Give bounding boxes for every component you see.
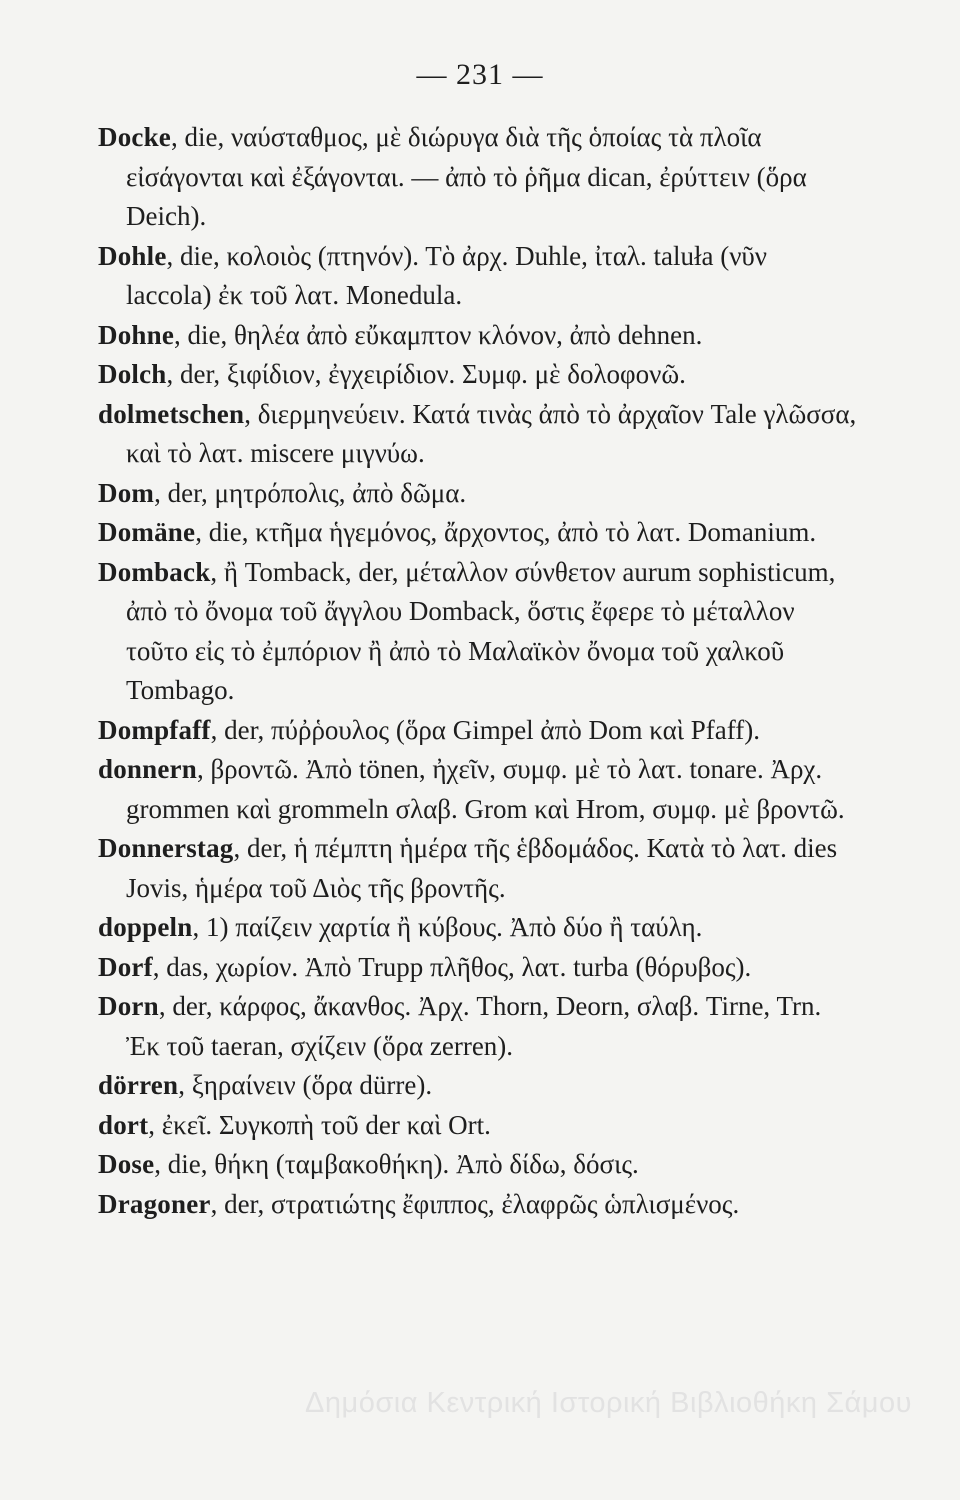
dictionary-entries	[98, 118, 858, 1224]
dictionary-entry	[98, 553, 858, 711]
dictionary-entry	[98, 711, 858, 751]
entry-definition: , der, μητρόπολις, ἀπὸ δῶμα.	[154, 477, 467, 508]
dictionary-entry	[98, 948, 858, 988]
dictionary-entry	[98, 750, 858, 829]
dictionary-entry	[98, 237, 858, 316]
dictionary-entry	[98, 513, 858, 553]
dictionary-entry	[98, 395, 858, 474]
entry-definition: , ἢ Tomback, der, μέταλλον σύνθετον aurum sophisticum, ἀπὸ τὸ ὄνομα τοῦ ἄγγλου Domback, ὅστις ἔφερε τὸ μέταλλον τοῦτο εἰς τὸ ἐμπόριον ἢ ἀπὸ τὸ Μαλαϊκὸν ὄνομα τοῦ χαλκοῦ Tombago.	[126, 556, 836, 705]
dictionary-entry	[98, 316, 858, 356]
dictionary-entry	[98, 355, 858, 395]
entry-headword: doppeln	[98, 912, 193, 942]
entry-headword: Domback	[98, 556, 211, 587]
entry-headword: Dolch	[98, 359, 167, 389]
entry-definition: , der, ἡ πέμπτη ἡμέρα τῆς ἑβδομάδος. Κατὰ τὸ λατ. dies Jovis, ἡμέρα τοῦ Διὸς τῆς βροντῆς.	[126, 833, 838, 903]
entry-definition: , διερμηνεύειν. Κατά τινὰς ἀπὸ τὸ ἀρχαῖον Tale γλῶσσα, καὶ τὸ λατ. miscere μιγνύω.	[126, 398, 857, 468]
dictionary-entry	[98, 987, 858, 1066]
dictionary-entry	[98, 1145, 858, 1185]
page-number: — 231 —	[416, 58, 544, 91]
dictionary-entry	[98, 474, 858, 514]
entry-headword: Docke	[98, 122, 171, 152]
entry-definition: , die, θήκη (ταμβακοθήκη). Ἀπὸ δίδω, δόσις.	[154, 1149, 639, 1179]
entry-headword: Dragoner	[98, 1188, 211, 1219]
entry-headword: Dom	[98, 477, 155, 508]
entry-headword: dort	[98, 1109, 149, 1140]
dictionary-entry	[98, 908, 858, 948]
entry-definition: , ἐκεῖ. Συγκοπὴ τοῦ der καὶ Ort.	[148, 1109, 491, 1140]
entry-definition: , ξηραίνειν (ὅρα dürre).	[178, 1070, 433, 1100]
entry-definition: , die, κολοιὸς (πτηνόν). Τὸ ἀρχ. Duhle, ἰταλ. taluła (νῦν laccola) ἐκ τοῦ λατ. Monedula.	[126, 240, 767, 310]
entry-headword: Dose	[98, 1149, 155, 1179]
entry-definition: , 1) παίζειν χαρτία ἢ κύβους. Ἀπὸ δύο ἢ ταύλη.	[192, 912, 703, 942]
entry-headword: Dorn	[98, 991, 159, 1021]
entry-definition: , das, χωρίον. Ἀπὸ Trupp πλῆθος, λατ. turba (θόρυβος).	[152, 951, 752, 982]
dictionary-entry	[98, 118, 858, 237]
entry-definition: , die, θηλέα ἀπὸ εὔκαμπτον κλόνον, ἀπὸ dehnen.	[174, 319, 703, 350]
entry-definition: , der, πύῤῥουλος (ὅρα Gimpel ἀπὸ Dom καὶ Pfaff).	[210, 714, 760, 745]
entry-headword: Dompfaff	[98, 714, 211, 745]
dictionary-entry	[98, 1185, 858, 1225]
entry-headword: dolmetschen	[98, 398, 245, 429]
entry-headword: dörren	[98, 1070, 179, 1100]
entry-headword: Donnerstag	[98, 833, 234, 863]
entry-definition: , der, κάρφος, ἄκανθος. Ἀρχ. Thorn, Deorn, σλαβ. Tirne, Trn. Ἐκ τοῦ taeran, σχίζειν (ὅρα zerren).	[126, 991, 822, 1061]
entry-definition: , der, στρατιώτης ἔφιππος, ἐλαφρῶς ὡπλισμένος.	[210, 1188, 740, 1219]
entry-definition: , die, κτῆμα ἡγεμόνος, ἄρχοντος, ἀπὸ τὸ λατ. Domanium.	[195, 517, 817, 547]
entry-headword: Domäne	[98, 517, 196, 547]
entry-headword: Dorf	[98, 951, 153, 982]
entry-definition: , die, ναύσταθμος, μὲ διώρυγα διὰ τῆς ὁποίας τὰ πλοῖα εἰσάγονται καὶ ἐξάγονται. — ἀπὸ τὸ ῥῆμα dican, ἐρύττειν (ὅρα Deich).	[126, 122, 807, 231]
entry-headword: donnern	[98, 754, 197, 784]
entry-headword: Dohle	[98, 240, 167, 271]
dictionary-entry	[98, 829, 858, 908]
dictionary-entry	[98, 1106, 858, 1146]
entry-headword: Dohne	[98, 319, 175, 350]
entry-definition: , βροντῶ. Ἀπὸ tönen, ἠχεῖν, συμφ. μὲ τὸ λατ. tonare. Ἀρχ. grommen καὶ grommeln σλαβ. Grom καὶ Hrom, συμφ. μὲ βροντῶ.	[126, 754, 845, 824]
entry-definition: , der, ξιφίδιον, ἐγχειρίδιον. Συμφ. μὲ δολοφονῶ.	[166, 359, 686, 389]
library-watermark: Δημόσια Κεντρική Ιστορική Βιβλιοθήκη Σάμου	[305, 1387, 912, 1419]
dictionary-entry	[98, 1066, 858, 1106]
